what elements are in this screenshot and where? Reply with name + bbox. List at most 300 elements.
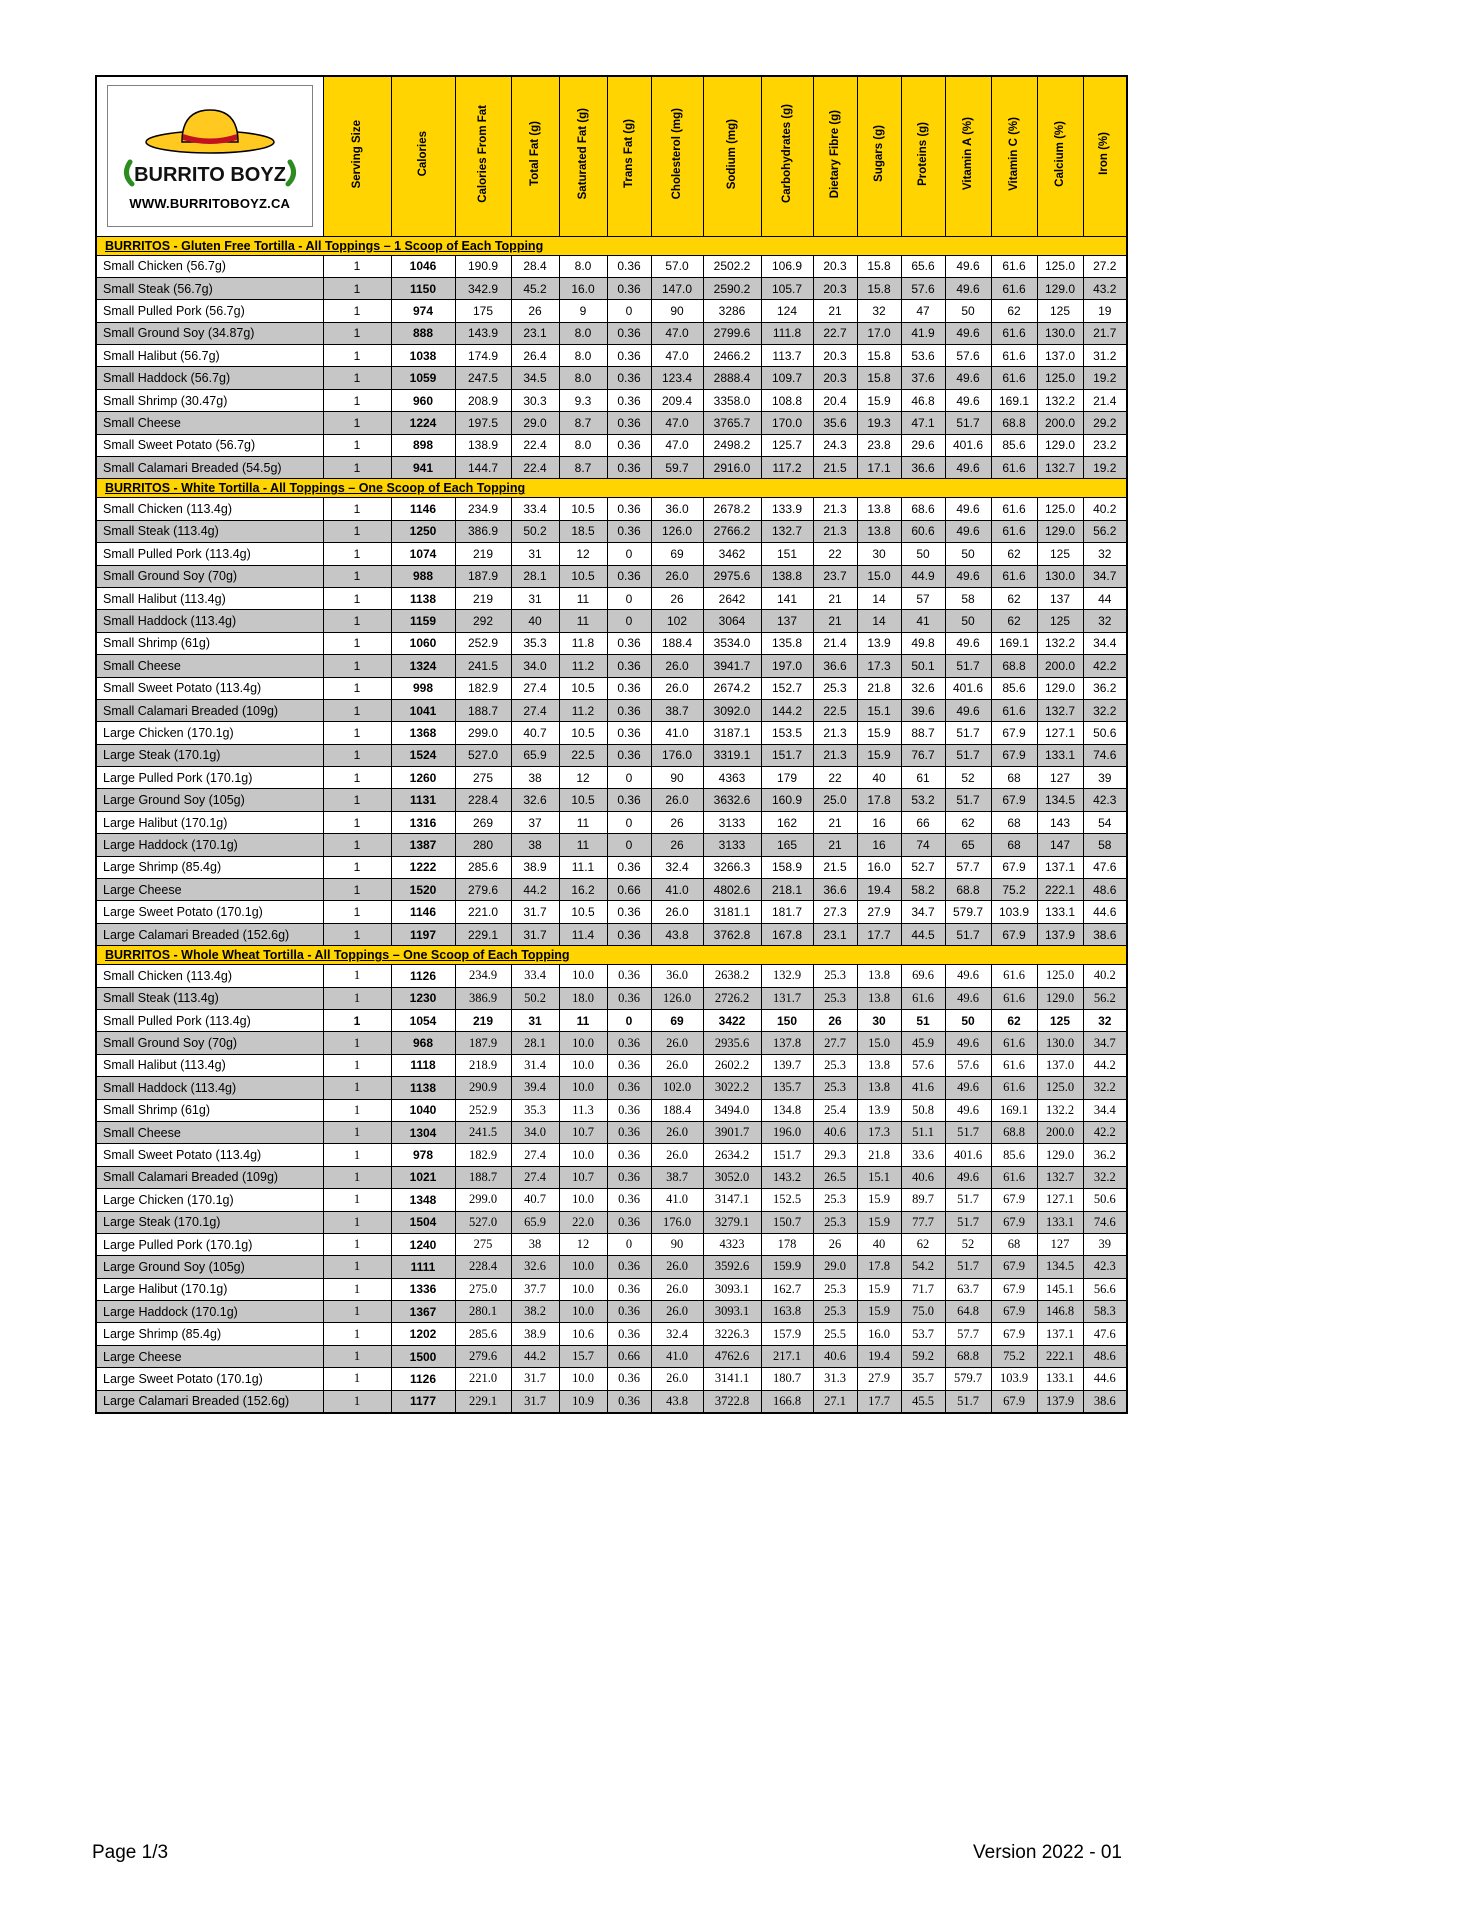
value-cell: 141 (761, 587, 813, 609)
value-cell: 15.0 (857, 1032, 901, 1054)
value-cell: 1118 (391, 1054, 455, 1076)
value-cell: 0.36 (607, 722, 651, 744)
value-cell: 22.5 (559, 744, 607, 766)
value-cell: 1 (323, 520, 391, 542)
column-header-label: Vitamin C (%) (1007, 116, 1020, 191)
item-name: Small Shrimp (61g) (96, 632, 323, 654)
value-cell: 15.8 (857, 367, 901, 389)
value-cell: 1146 (391, 498, 455, 520)
value-cell: 17.7 (857, 1390, 901, 1412)
value-cell: 132.7 (761, 520, 813, 542)
value-cell: 125 (1037, 543, 1083, 565)
section-title: BURRITOS - Whole Wheat Tortilla - All Toppings – One Scoop of Each Topping (105, 948, 570, 963)
value-cell: 23.2 (1083, 434, 1127, 456)
item-name: Small Cheese (96, 412, 323, 434)
table-row (96, 901, 1127, 923)
value-cell: 1224 (391, 412, 455, 434)
item-name: Small Sweet Potato (113.4g) (96, 1144, 323, 1166)
value-cell: 32.4 (651, 1323, 703, 1345)
value-cell: 27.7 (813, 1032, 857, 1054)
value-cell: 130.0 (1037, 322, 1083, 344)
value-cell: 279.6 (455, 1345, 511, 1367)
value-cell: 20.3 (813, 345, 857, 367)
value-cell: 138.8 (761, 565, 813, 587)
value-cell: 36.0 (651, 965, 703, 987)
value-cell: 2766.2 (703, 520, 761, 542)
section-title: BURRITOS - White Tortilla - All Toppings – One Scoop of Each Topping (105, 481, 526, 496)
value-cell: 17.3 (857, 655, 901, 677)
value-cell: 1 (323, 699, 391, 721)
value-cell: 61.6 (991, 1077, 1037, 1099)
value-cell: 401.6 (945, 677, 991, 699)
value-cell: 26.0 (651, 1054, 703, 1076)
value-cell: 1 (323, 655, 391, 677)
value-cell: 57.6 (901, 277, 945, 299)
value-cell: 21 (813, 610, 857, 632)
value-cell: 1 (323, 744, 391, 766)
table-row (96, 1189, 1127, 1211)
table-row (96, 965, 1127, 987)
value-cell: 1 (323, 1189, 391, 1211)
value-cell: 1 (323, 1032, 391, 1054)
value-cell: 26 (651, 834, 703, 856)
value-cell: 11.1 (559, 856, 607, 878)
item-name: Small Sweet Potato (56.7g) (96, 434, 323, 456)
value-cell: 65 (945, 834, 991, 856)
column-header-10 (857, 76, 901, 236)
value-cell: 28.1 (511, 1032, 559, 1054)
section-banner (96, 946, 1127, 965)
value-cell: 15.9 (857, 744, 901, 766)
item-name: Small Pulled Pork (56.7g) (96, 300, 323, 322)
value-cell: 1230 (391, 987, 455, 1009)
value-cell: 11.8 (559, 632, 607, 654)
value-cell: 157.9 (761, 1323, 813, 1345)
value-cell: 3133 (703, 834, 761, 856)
value-cell: 125.0 (1037, 1077, 1083, 1099)
value-cell: 146.8 (1037, 1301, 1083, 1323)
value-cell: 62 (991, 587, 1037, 609)
value-cell: 1074 (391, 543, 455, 565)
column-header-label: Vitamin A (%) (961, 117, 974, 191)
item-name: Large Calamari Breaded (152.6g) (96, 923, 323, 945)
value-cell: 41 (901, 610, 945, 632)
value-cell: 19.4 (857, 879, 901, 901)
value-cell: 85.6 (991, 677, 1037, 699)
value-cell: 133.1 (1037, 1211, 1083, 1233)
value-cell: 57.6 (945, 1054, 991, 1076)
value-cell: 129.0 (1037, 987, 1083, 1009)
value-cell: 62 (991, 610, 1037, 632)
value-cell: 50.6 (1083, 1189, 1127, 1211)
value-cell: 67.9 (991, 1189, 1037, 1211)
value-cell: 1 (323, 610, 391, 632)
value-cell: 133.1 (1037, 744, 1083, 766)
value-cell: 1 (323, 565, 391, 587)
value-cell: 47.0 (651, 345, 703, 367)
value-cell: 38.2 (511, 1301, 559, 1323)
value-cell: 579.7 (945, 1368, 991, 1390)
table-row (96, 565, 1127, 587)
item-name: Small Sweet Potato (113.4g) (96, 677, 323, 699)
value-cell: 1 (323, 498, 391, 520)
value-cell: 58 (945, 587, 991, 609)
value-cell: 190.9 (455, 255, 511, 277)
value-cell: 49.6 (945, 367, 991, 389)
value-cell: 2634.2 (703, 1144, 761, 1166)
value-cell: 13.8 (857, 1054, 901, 1076)
sombrero-logo-icon (110, 102, 310, 200)
value-cell: 50.1 (901, 655, 945, 677)
value-cell: 133.9 (761, 498, 813, 520)
item-name: Large Ground Soy (105g) (96, 789, 323, 811)
value-cell: 275.0 (455, 1278, 511, 1300)
value-cell: 27.9 (857, 1368, 901, 1390)
value-cell: 15.9 (857, 389, 901, 411)
value-cell: 10.5 (559, 789, 607, 811)
value-cell: 1 (323, 1121, 391, 1143)
value-cell: 62 (991, 300, 1037, 322)
value-cell: 1524 (391, 744, 455, 766)
value-cell: 0.36 (607, 565, 651, 587)
value-cell: 50 (945, 1010, 991, 1032)
table-row (96, 587, 1127, 609)
value-cell: 3092.0 (703, 699, 761, 721)
value-cell: 22.7 (813, 322, 857, 344)
value-cell: 59.7 (651, 457, 703, 479)
value-cell: 51.7 (945, 412, 991, 434)
value-cell: 53.2 (901, 789, 945, 811)
brand-logo-cell (96, 76, 323, 236)
value-cell: 1 (323, 255, 391, 277)
column-header-label: Dietary Fibre (g) (828, 109, 841, 198)
value-cell: 34.7 (1083, 565, 1127, 587)
value-cell: 32.2 (1083, 699, 1127, 721)
table-row (96, 1099, 1127, 1121)
value-cell: 43.8 (651, 1390, 703, 1412)
value-cell: 3941.7 (703, 655, 761, 677)
column-header-label: Carbohydrates (g) (780, 104, 793, 204)
value-cell: 129.0 (1037, 677, 1083, 699)
value-cell: 1336 (391, 1278, 455, 1300)
value-cell: 61.6 (991, 457, 1037, 479)
value-cell: 27.2 (1083, 255, 1127, 277)
table-row (96, 834, 1127, 856)
value-cell: 31.2 (1083, 345, 1127, 367)
value-cell: 8.0 (559, 367, 607, 389)
value-cell: 50 (945, 543, 991, 565)
value-cell: 3319.1 (703, 744, 761, 766)
value-cell: 241.5 (455, 655, 511, 677)
value-cell: 3181.1 (703, 901, 761, 923)
item-name: Small Steak (113.4g) (96, 987, 323, 1009)
value-cell: 31 (511, 587, 559, 609)
value-cell: 3052.0 (703, 1166, 761, 1188)
value-cell: 188.4 (651, 632, 703, 654)
value-cell: 20.3 (813, 367, 857, 389)
value-cell: 1 (323, 767, 391, 789)
value-cell: 76.7 (901, 744, 945, 766)
value-cell: 57.0 (651, 255, 703, 277)
value-cell: 209.4 (651, 389, 703, 411)
value-cell: 1 (323, 856, 391, 878)
value-cell: 4762.6 (703, 1345, 761, 1367)
value-cell: 221.0 (455, 901, 511, 923)
value-cell: 0 (607, 834, 651, 856)
value-cell: 131.7 (761, 987, 813, 1009)
value-cell: 941 (391, 457, 455, 479)
value-cell: 36.0 (651, 498, 703, 520)
value-cell: 1177 (391, 1390, 455, 1412)
value-cell: 162.7 (761, 1278, 813, 1300)
value-cell: 1159 (391, 610, 455, 632)
value-cell: 0.36 (607, 1032, 651, 1054)
value-cell: 130.0 (1037, 565, 1083, 587)
value-cell: 32 (1083, 543, 1127, 565)
item-name: Large Shrimp (85.4g) (96, 1323, 323, 1345)
value-cell: 132.2 (1037, 389, 1083, 411)
value-cell: 1 (323, 1010, 391, 1032)
value-cell: 49.6 (945, 520, 991, 542)
value-cell: 68.8 (991, 1121, 1037, 1143)
value-cell: 3133 (703, 811, 761, 833)
value-cell: 26.0 (651, 1032, 703, 1054)
table-row (96, 1010, 1127, 1032)
column-header-label: Cholesterol (mg) (670, 108, 683, 200)
column-header-label: Sodium (mg) (725, 118, 738, 189)
value-cell: 8.0 (559, 322, 607, 344)
value-cell: 89.7 (901, 1189, 945, 1211)
value-cell: 40.7 (511, 1189, 559, 1211)
value-cell: 3141.1 (703, 1368, 761, 1390)
value-cell: 279.6 (455, 879, 511, 901)
value-cell: 137.0 (1037, 345, 1083, 367)
value-cell: 1 (323, 879, 391, 901)
value-cell: 3462 (703, 543, 761, 565)
value-cell: 47.6 (1083, 1323, 1127, 1345)
value-cell: 187.9 (455, 1032, 511, 1054)
value-cell: 48.6 (1083, 879, 1127, 901)
value-cell: 126.0 (651, 520, 703, 542)
value-cell: 69.6 (901, 965, 945, 987)
table-row (96, 987, 1127, 1009)
value-cell: 0.36 (607, 677, 651, 699)
value-cell: 47.0 (651, 412, 703, 434)
value-cell: 125.0 (1037, 965, 1083, 987)
value-cell: 26.0 (651, 789, 703, 811)
item-name: Small Steak (56.7g) (96, 277, 323, 299)
value-cell: 16.2 (559, 879, 607, 901)
value-cell: 4802.6 (703, 879, 761, 901)
value-cell: 187.9 (455, 565, 511, 587)
table-row (96, 677, 1127, 699)
value-cell: 103.9 (991, 901, 1037, 923)
value-cell: 26 (651, 811, 703, 833)
value-cell: 1348 (391, 1189, 455, 1211)
column-header-label: Calcium (%) (1053, 120, 1066, 187)
value-cell: 39 (1083, 767, 1127, 789)
value-cell: 49.6 (945, 632, 991, 654)
value-cell: 234.9 (455, 965, 511, 987)
value-cell: 2935.6 (703, 1032, 761, 1054)
value-cell: 3279.1 (703, 1211, 761, 1233)
value-cell: 8.7 (559, 412, 607, 434)
value-cell: 0.36 (607, 1323, 651, 1345)
value-cell: 77.7 (901, 1211, 945, 1233)
value-cell: 51.7 (945, 1256, 991, 1278)
value-cell: 49.6 (945, 389, 991, 411)
value-cell: 61.6 (991, 1054, 1037, 1076)
table-row (96, 1323, 1127, 1345)
table-row (96, 789, 1127, 811)
item-name: Large Ground Soy (105g) (96, 1256, 323, 1278)
value-cell: 1260 (391, 767, 455, 789)
value-cell: 133.1 (1037, 901, 1083, 923)
value-cell: 125.7 (761, 434, 813, 456)
value-cell: 61.6 (991, 345, 1037, 367)
item-name: Large Calamari Breaded (152.6g) (96, 1390, 323, 1412)
value-cell: 386.9 (455, 987, 511, 1009)
value-cell: 108.8 (761, 389, 813, 411)
value-cell: 38.6 (1083, 1390, 1127, 1412)
table-row (96, 520, 1127, 542)
value-cell: 1202 (391, 1323, 455, 1345)
value-cell: 64.8 (945, 1301, 991, 1323)
value-cell: 3266.3 (703, 856, 761, 878)
value-cell: 0.36 (607, 789, 651, 811)
value-cell: 25.3 (813, 1301, 857, 1323)
value-cell: 252.9 (455, 1099, 511, 1121)
value-cell: 27.4 (511, 699, 559, 721)
value-cell: 0.36 (607, 498, 651, 520)
column-header-label: Proteins (g) (916, 121, 929, 186)
value-cell: 31.7 (511, 1368, 559, 1390)
value-cell: 342.9 (455, 277, 511, 299)
value-cell: 275 (455, 1233, 511, 1255)
table-row (96, 498, 1127, 520)
column-header-label: Saturated Fat (g) (576, 108, 589, 200)
value-cell: 12 (559, 1233, 607, 1255)
value-cell: 1 (323, 834, 391, 856)
table-row (96, 412, 1127, 434)
value-cell: 52.7 (901, 856, 945, 878)
value-cell: 247.5 (455, 367, 511, 389)
value-cell: 1 (323, 345, 391, 367)
value-cell: 132.9 (761, 965, 813, 987)
value-cell: 50 (945, 610, 991, 632)
value-cell: 898 (391, 434, 455, 456)
value-cell: 27.4 (511, 1166, 559, 1188)
value-cell: 152.5 (761, 1189, 813, 1211)
value-cell: 27.4 (511, 677, 559, 699)
value-cell: 68 (991, 811, 1037, 833)
value-cell: 219 (455, 543, 511, 565)
value-cell: 35.6 (813, 412, 857, 434)
value-cell: 151.7 (761, 1144, 813, 1166)
value-cell: 36.2 (1083, 1144, 1127, 1166)
value-cell: 34.4 (1083, 632, 1127, 654)
table-row (96, 1144, 1127, 1166)
value-cell: 58.3 (1083, 1301, 1127, 1323)
value-cell: 63.7 (945, 1278, 991, 1300)
column-header-13 (991, 76, 1037, 236)
value-cell: 40.2 (1083, 965, 1127, 987)
value-cell: 25.3 (813, 1054, 857, 1076)
value-cell: 137 (761, 610, 813, 632)
value-cell: 35.7 (901, 1368, 945, 1390)
value-cell: 31.7 (511, 1390, 559, 1412)
value-cell: 1 (323, 1233, 391, 1255)
value-cell: 68 (991, 1233, 1037, 1255)
value-cell: 10.0 (559, 1054, 607, 1076)
value-cell: 62 (901, 1233, 945, 1255)
value-cell: 30 (857, 543, 901, 565)
value-cell: 15.9 (857, 1211, 901, 1233)
table-row (96, 1054, 1127, 1076)
table-row (96, 1077, 1127, 1099)
brand-url: WWW.BURRITOBOYZ.CA (129, 195, 291, 211)
value-cell: 132.7 (1037, 457, 1083, 479)
value-cell: 0.36 (607, 389, 651, 411)
value-cell: 1 (323, 587, 391, 609)
value-cell: 21.8 (857, 1144, 901, 1166)
value-cell: 162 (761, 811, 813, 833)
column-header-7 (703, 76, 761, 236)
value-cell: 42.2 (1083, 1121, 1127, 1143)
value-cell: 0 (607, 543, 651, 565)
value-cell: 34.0 (511, 655, 559, 677)
value-cell: 36.2 (1083, 677, 1127, 699)
value-cell: 10.5 (559, 498, 607, 520)
value-cell: 170.0 (761, 412, 813, 434)
value-cell: 10.7 (559, 1166, 607, 1188)
value-cell: 124 (761, 300, 813, 322)
value-cell: 1 (323, 677, 391, 699)
value-cell: 0.36 (607, 434, 651, 456)
value-cell: 85.6 (991, 1144, 1037, 1166)
value-cell: 32 (857, 300, 901, 322)
value-cell: 137 (1037, 587, 1083, 609)
value-cell: 0.36 (607, 1121, 651, 1143)
value-cell: 0.36 (607, 965, 651, 987)
value-cell: 27.9 (857, 901, 901, 923)
value-cell: 26.0 (651, 655, 703, 677)
value-cell: 32.6 (901, 677, 945, 699)
table-row (96, 457, 1127, 479)
value-cell: 165 (761, 834, 813, 856)
value-cell: 152.7 (761, 677, 813, 699)
value-cell: 1304 (391, 1121, 455, 1143)
value-cell: 2888.4 (703, 367, 761, 389)
value-cell: 0.36 (607, 901, 651, 923)
value-cell: 159.9 (761, 1256, 813, 1278)
item-name: Large Cheese (96, 1345, 323, 1367)
value-cell: 56.2 (1083, 987, 1127, 1009)
value-cell: 10.5 (559, 565, 607, 587)
value-cell: 143 (1037, 811, 1083, 833)
value-cell: 34.5 (511, 367, 559, 389)
value-cell: 49.6 (945, 987, 991, 1009)
value-cell: 127.1 (1037, 1189, 1083, 1211)
value-cell: 269 (455, 811, 511, 833)
table-row (96, 1368, 1127, 1390)
value-cell: 132.2 (1037, 632, 1083, 654)
value-cell: 15.8 (857, 255, 901, 277)
value-cell: 47.0 (651, 434, 703, 456)
value-cell: 0.36 (607, 277, 651, 299)
value-cell: 181.7 (761, 901, 813, 923)
table-row (96, 1233, 1127, 1255)
